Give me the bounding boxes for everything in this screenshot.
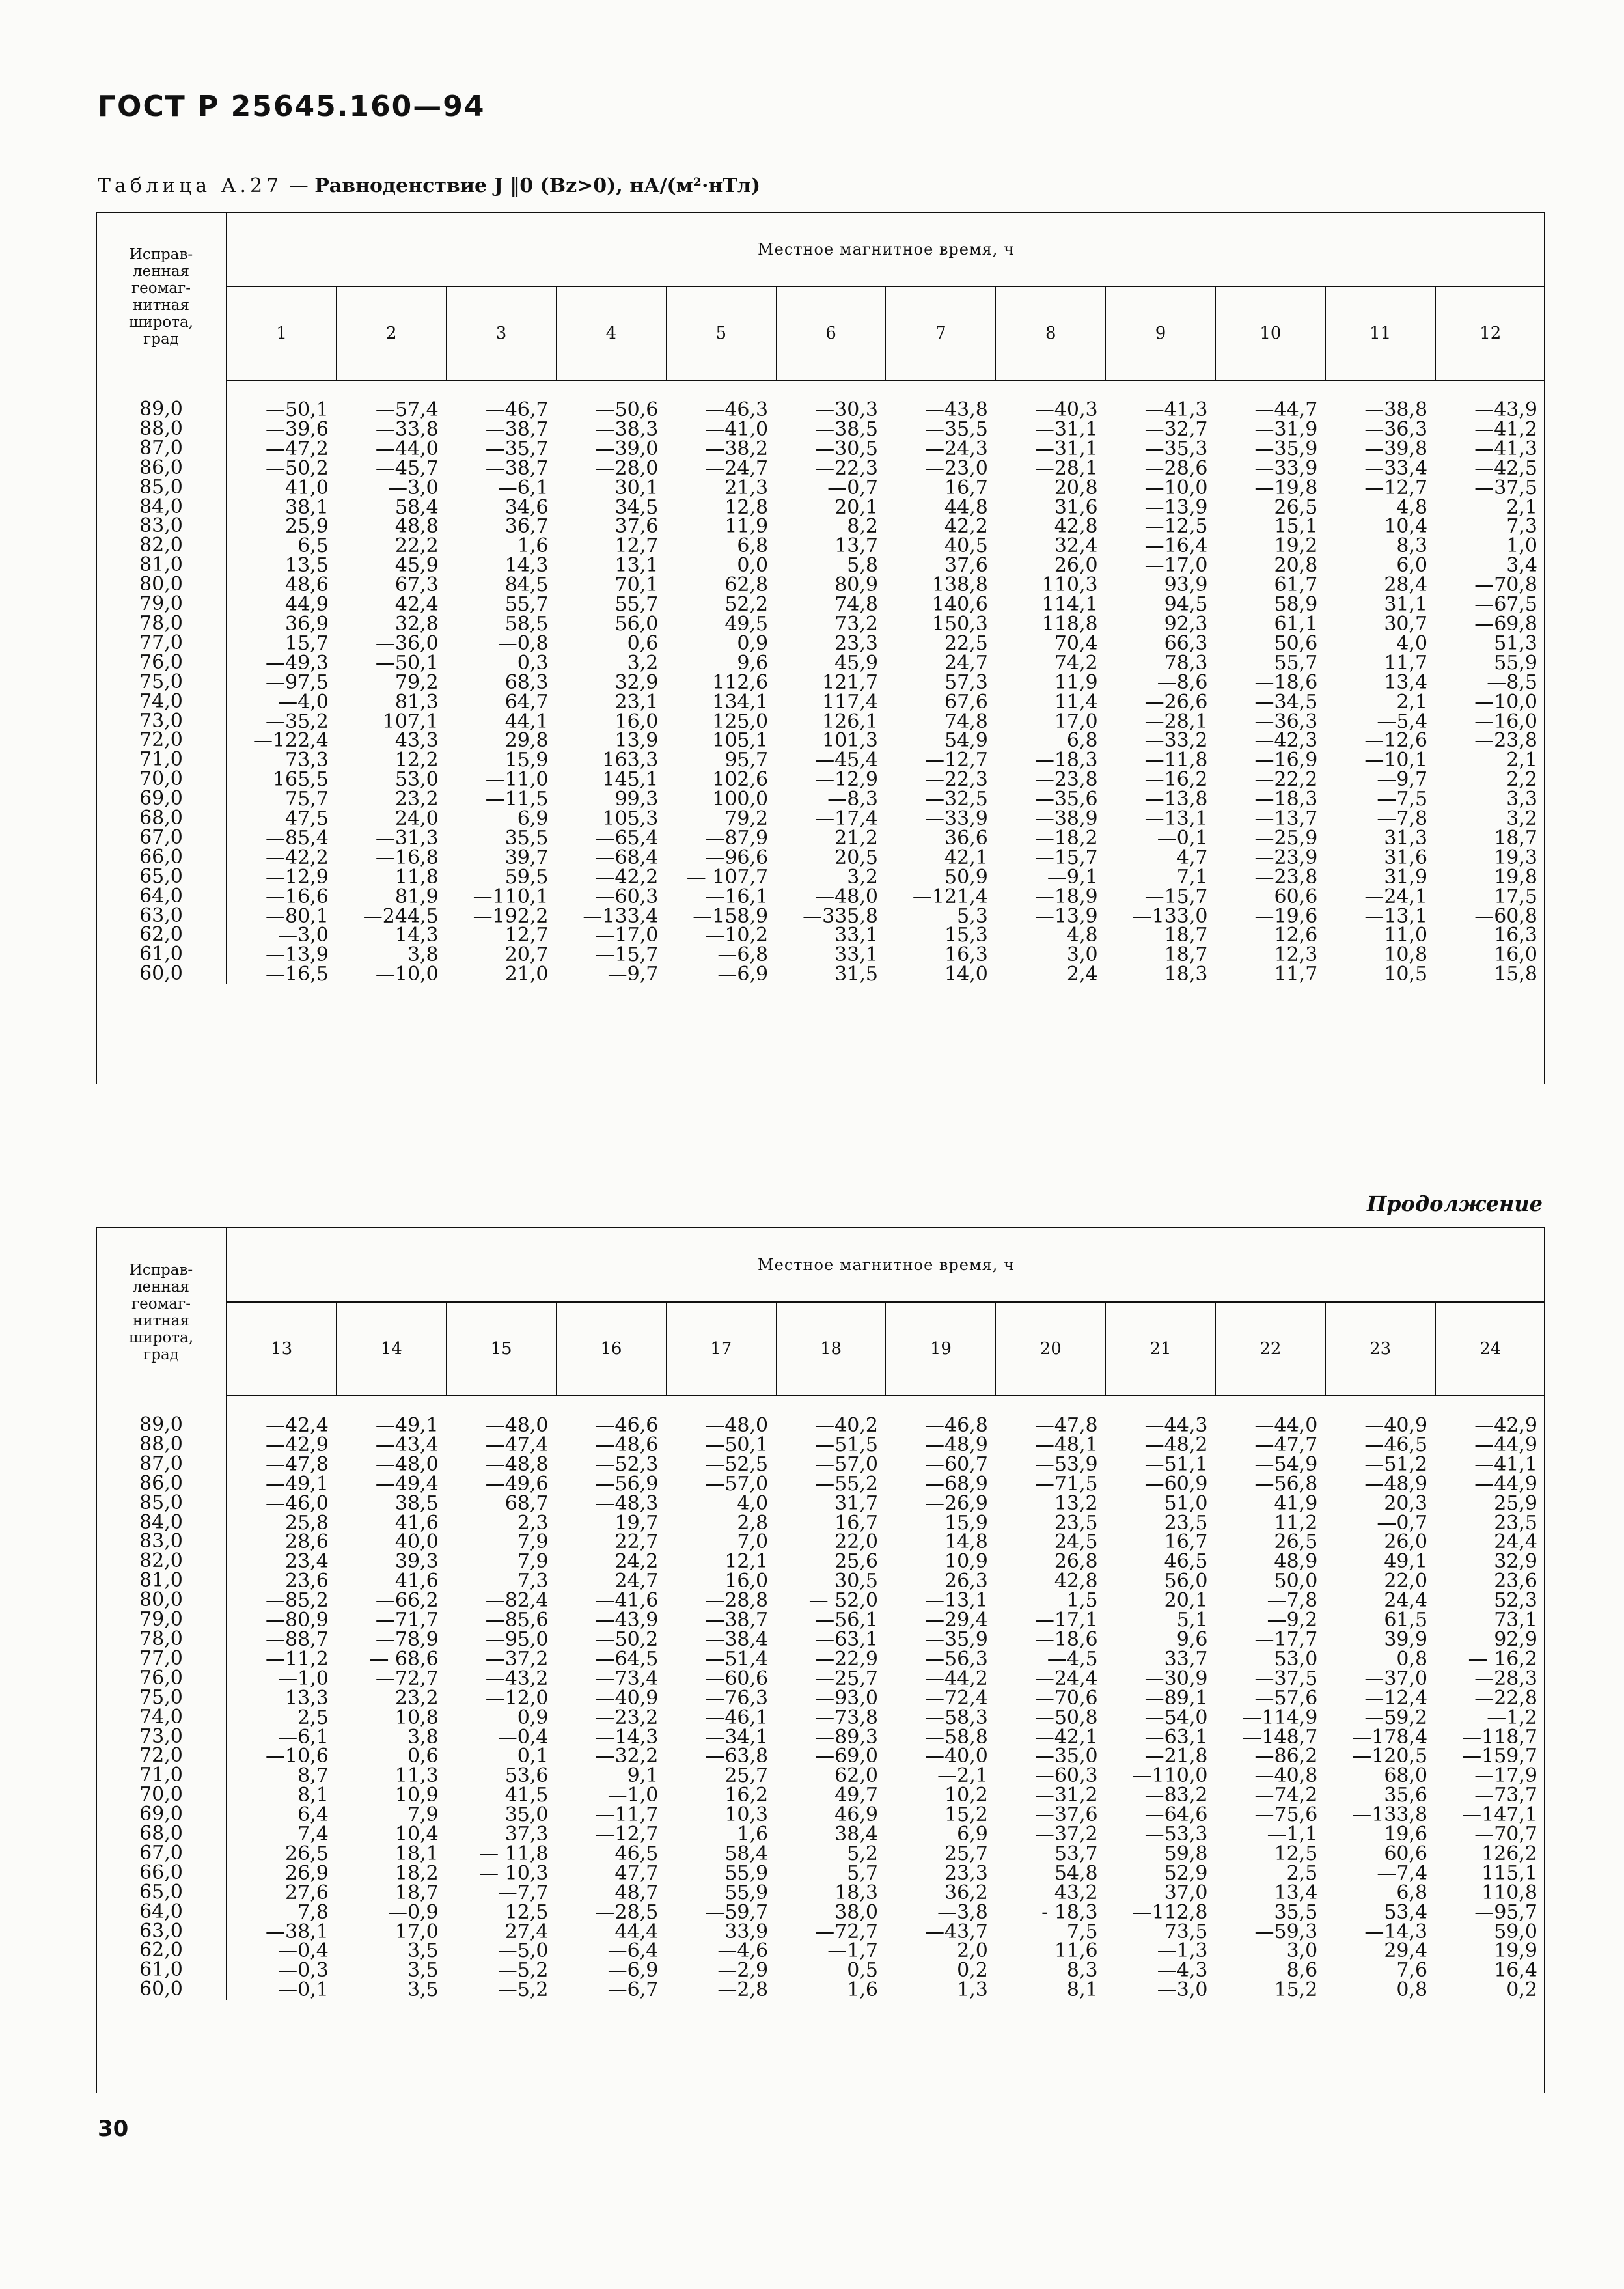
latitude-values: 89,0 88,0 87,0 86,0 85,0 84,0 83,0 82,0 81,0 80,0 79,0 78,0 77,0 76,0 75,0 74,0 73,0 72,0 71,0 70,0 69,0 68,0 67,0 66,0 65,0 64,0 63,0 62,0 61,0 60,0: [96, 380, 227, 984]
hour-header: 13: [227, 1302, 337, 1396]
values-column: —46,6 —48,6 —52,3 —56,9 —48,3 19,7 22,7 24,2 24,7 —41,6 —43,9 —50,2 —64,5 —73,4 —40,9 —23,2 —14,3 —32,2 9,1 —1,0 —11,7 —12,7 46,5 47,7 48,7 —28,5 44,4 —6,4 —6,9 —6,7: [595, 1414, 659, 2002]
hour-header: 5: [666, 286, 776, 380]
values-column: —43,8 —35,5 —24,3 —23,0 16,7 44,8 42,2 40,5 37,6 138,8 140,6 150,3 22,5 24,7 57,3 67,6 74,8 54,9 —12,7 —22,3 —32,5 —33,9 36,6 42,1 50,9 —121,4 5,3 15,3 16,3 14,0: [912, 398, 988, 986]
hour-header: 17: [666, 1302, 776, 1396]
values-column: —40,2 —51,5 —57,0 —55,2 31,7 16,7 22,0 25,6 30,5 — 52,0 —56,1 —63,1 —22,9 —25,7 —93,0 —73,8 —89,3 —69,0 62,0 49,7 46,9 38,4 5,2 5,7 18,3 38,0 —72,7 —1,7 0,5 1,6: [808, 1414, 878, 2002]
values-column: —50,1 —39,6 —47,2 —50,2 41,0 38,1 25,9 6,5 13,5 48,6 44,9 36,9 15,7 —49,3 —97,5 —4,0 —35,2 —122,4 73,3 165,5 75,7 47,5 —85,4 —42,2 —12,9 —16,6 —80,1 —3,0 —13,9 —16,5: [253, 398, 329, 986]
values-column: —48,0 —50,1 —52,5 —57,0 4,0 2,8 7,0 12,1 16,0 —28,8 —38,7 —38,4 —51,4 —60,6 —76,3 —46,1 —34,1 —63,8 25,7 16,2 10,3 1,6 58,4 55,9 55,9 —59,7 33,9 —4,6 —2,9 —2,8: [705, 1414, 769, 2002]
hour-header: 9: [1106, 286, 1216, 380]
values-column: —42,4 —42,9 —47,8 —49,1 —46,0 25,8 28,6 23,4 23,6 —85,2 —80,9 —88,7 —11,2 —1,0 13,3 2,5 —6,1 —10,6 8,7 8,1 6,4 7,4 26,5 26,9 27,6 7,8 —38,1 —0,4 —0,3 —0,1: [266, 1414, 329, 2002]
page-number: 30: [98, 2116, 129, 2142]
hour-header: 10: [1215, 286, 1325, 380]
table-number: Таблица А.27: [98, 174, 283, 197]
values-column: —44,3 —48,2 —51,1 —60,9 51,0 23,5 16,7 46,5 56,0 20,1 5,1 9,6 33,7 —30,9 —89,1 —54,0 —63,1 —21,8 —110,0 —83,2 —64,6 —53,3 59,8 52,9 37,0 —112,8 73,5 —1,3 —4,3 —3,0: [1132, 1414, 1208, 2002]
latitude-values: 89,0 88,0 87,0 86,0 85,0 84,0 83,0 82,0 81,0 80,0 79,0 78,0 77,0 76,0 75,0 74,0 73,0 72,0 71,0 70,0 69,0 68,0 67,0 66,0 65,0 64,0 63,0 62,0 61,0 60,0: [96, 1396, 227, 2000]
continuation-label: Продолжение: [1366, 1191, 1543, 1216]
values-column: —41,3 —32,7 —35,3 —28,6 —10,0 —13,9 —12,5 —16,4 —17,0 93,9 94,5 92,3 66,3 78,3 —8,6 —26,6 —28,1 —33,2 —11,8 —16,2 —13,8 —13,1 —0,1 4,7 7,1 —15,7 —133,0 18,7 18,7 18,3: [1132, 398, 1208, 986]
latitude-column-header: [96, 212, 227, 380]
table-title: Равноденствие J ‖0 (Bz>0), нА/(м²·нТл): [314, 174, 761, 197]
hour-header: 18: [776, 1302, 886, 1396]
hour-header: 21: [1106, 1302, 1216, 1396]
local-time-group-header: Местное магнитное время, ч: [227, 212, 1545, 286]
values-column: —30,3 —38,5 —30,5 —22,3 —0,7 20,1 8,2 13,7 5,8 80,9 74,8 73,2 23,3 45,9 121,7 117,4 126,1 101,3 —45,4 —12,9 —8,3 —17,4 21,2 20,5 3,2 —48,0 —335,8 33,1 33,1 31,5: [803, 398, 878, 986]
values-column: —48,0 —47,4 —48,8 —49,6 68,7 2,3 7,9 7,9 7,3 —82,4 —85,6 —95,0 —37,2 —43,2 —12,0 0,9 —0,4 0,1 53,6 41,5 35,0 37,3 — 11,8 — 10,3 —7,7 12,5 27,4 —5,0 —5,2 —5,2: [479, 1414, 549, 2002]
hour-header: 11: [1325, 286, 1435, 380]
hour-header: 20: [996, 1302, 1106, 1396]
latitude-header-text: Исправ- ленная геомаг- нитная широта, град: [128, 1261, 194, 1363]
data-table-hours-1-12: [96, 212, 1545, 984]
hour-header: 7: [886, 286, 996, 380]
hour-header: 23: [1325, 1302, 1435, 1396]
data-table-hours-13-24: [96, 1227, 1545, 2000]
hour-header: 16: [556, 1302, 666, 1396]
hour-header: 3: [447, 286, 557, 380]
values-column: —46,8 —48,9 —60,7 —68,9 —26,9 15,9 14,8 10,9 26,3 —13,1 —29,4 —35,9 —56,3 —44,2 —72,4 —58,3 —58,8 —40,0 —2,1 10,2 15,2 6,9 25,7 23,3 36,2 —3,8 —43,7 2,0 0,2 1,3: [925, 1414, 988, 2002]
hour-header: 22: [1215, 1302, 1325, 1396]
values-column: —46,7 —38,7 —35,7 —38,7 —6,1 34,6 36,7 1,6 14,3 84,5 55,7 58,5 —0,8 0,3 68,3 64,7 44,1 29,8 15,9 —11,0 —11,5 6,9 35,5 39,7 59,5 —110,1 —192,2 12,7 20,7 21,0: [473, 398, 549, 986]
hour-header: 2: [337, 286, 447, 380]
latitude-header-text: Исправ- ленная геомаг- нитная широта, град: [128, 245, 194, 348]
values-column: —44,0 —47,7 —54,9 —56,8 41,9 11,2 26,5 48,9 50,0 —7,8 —9,2 —17,7 53,0 —37,5 —57,6 —114,9 —148,7 —86,2 —40,8 —74,2 —75,6 —1,1 12,5 2,5 13,4 35,5 —59,3 3,0 8,6 15,2: [1242, 1414, 1318, 2002]
local-time-group-header: Местное магнитное время, ч: [227, 1228, 1545, 1302]
hour-header: 12: [1435, 286, 1545, 380]
document-header: ГОСТ Р 25645.160—94: [98, 90, 486, 123]
hour-header: 1: [227, 286, 337, 380]
hour-header: 24: [1435, 1302, 1545, 1396]
hour-header: 14: [337, 1302, 447, 1396]
table-caption: [98, 174, 760, 197]
hour-header: 8: [996, 286, 1106, 380]
latitude-column-header: [96, 1228, 227, 1396]
values-column: —40,3 —31,1 —31,1 —28,1 20,8 31,6 42,8 32,4 26,0 110,3 114,1 118,8 70,4 74,2 11,9 11,4 17,0 6,8 —18,3 —23,8 —35,6 —38,9 —18,2 —15,7 —9,1 —18,9 —13,9 4,8 3,0 2,4: [1034, 398, 1098, 986]
hour-header: 6: [776, 286, 886, 380]
values-column: —38,8 —36,3 —39,8 —33,4 —12,7 4,8 10,4 8,3 6,0 28,4 31,1 30,7 4,0 11,7 13,4 2,1 —5,4 —12,6 —10,1 —9,7 —7,5 —7,8 31,3 31,6 31,9 —24,1 —13,1 11,0 10,8 10,5: [1364, 398, 1428, 986]
values-column: —42,9 —44,9 —41,1 —44,9 25,9 23,5 24,4 32,9 23,6 52,3 73,1 92,9 — 16,2 —28,3 —22,8 —1,2 —118,7 —159,7 —17,9 —73,7 —147,1 —70,7 126,2 115,1 110,8 —95,7 59,0 19,9 16,4 0,2: [1462, 1414, 1537, 2002]
values-column: —47,8 —48,1 —53,9 —71,5 13,2 23,5 24,5 26,8 42,8 1,5 —17,1 —18,6 —4,5 —24,4 —70,6 —50,8 —42,1 —35,0 —60,3 —31,2 —37,6 —37,2 53,7 54,8 43,2 - 18,3 7,5 11,6 8,3 8,1: [1034, 1414, 1098, 2002]
values-column: —57,4 —33,8 —44,0 —45,7 —3,0 58,4 48,8 22,2 45,9 67,3 42,4 32,8 —36,0 —50,1 79,2 81,3 107,1 43,3 12,2 53,0 23,2 24,0 —31,3 —16,8 11,8 81,9 —244,5 14,3 3,8 —10,0: [363, 398, 439, 986]
values-column: —43,9 —41,2 —41,3 —42,5 —37,5 2,1 7,3 1,0 3,4 —70,8 —67,5 —69,8 51,3 55,9 —8,5 —10,0 —16,0 —23,8 2,1 2,2 3,3 3,2 18,7 19,3 19,8 17,5 —60,8 16,3 16,0 15,8: [1474, 398, 1537, 986]
hour-header: 4: [556, 286, 666, 380]
caption-dash: —: [282, 174, 315, 197]
values-column: —44,7 —31,9 —35,9 —33,9 —19,8 26,5 15,1 19,2 20,8 61,7 58,9 61,1 50,6 55,7 —18,6 —34,5 —36,3 —42,3 —16,9 —22,2 —18,3 —13,7 —25,9 —23,9 —23,8 60,6 —19,6 12,6 12,3 11,7: [1254, 398, 1318, 986]
hour-header: 15: [447, 1302, 557, 1396]
values-column: —40,9 —46,5 —51,2 —48,9 20,3 —0,7 26,0 49,1 22,0 24,4 61,5 39,9 0,8 —37,0 —12,4 —59,2 —178,4 —120,5 68,0 35,6 —133,8 19,6 60,6 —7,4 6,8 53,4 —14,3 29,4 7,6 0,8: [1352, 1414, 1428, 2002]
values-column: —49,1 —43,4 —48,0 —49,4 38,5 41,6 40,0 39,3 41,6 —66,2 —71,7 —78,9 — 68,6 —72,7 23,2 10,8 3,8 0,6 11,3 10,9 7,9 10,4 18,1 18,2 18,7 —0,9 17,0 3,5 3,5 3,5: [369, 1414, 439, 2002]
hour-header: 19: [886, 1302, 996, 1396]
values-column: —46,3 —41,0 —38,2 —24,7 21,3 12,8 11,9 6,8 0,0 62,8 52,2 49,5 0,9 9,6 112,6 134,1 125,0 105,1 95,7 102,6 100,0 79,2 —87,9 —96,6 — 107,7 —16,1 —158,9 —10,2 —6,8 —6,9: [686, 398, 769, 986]
values-column: —50,6 —38,3 —39,0 —28,0 30,1 34,5 37,6 12,7 13,1 70,1 55,7 56,0 0,6 3,2 32,9 23,1 16,0 13,9 163,3 145,1 99,3 105,3 —65,4 —68,4 —42,2 —60,3 —133,4 —17,0 —15,7 —9,7: [583, 398, 659, 986]
